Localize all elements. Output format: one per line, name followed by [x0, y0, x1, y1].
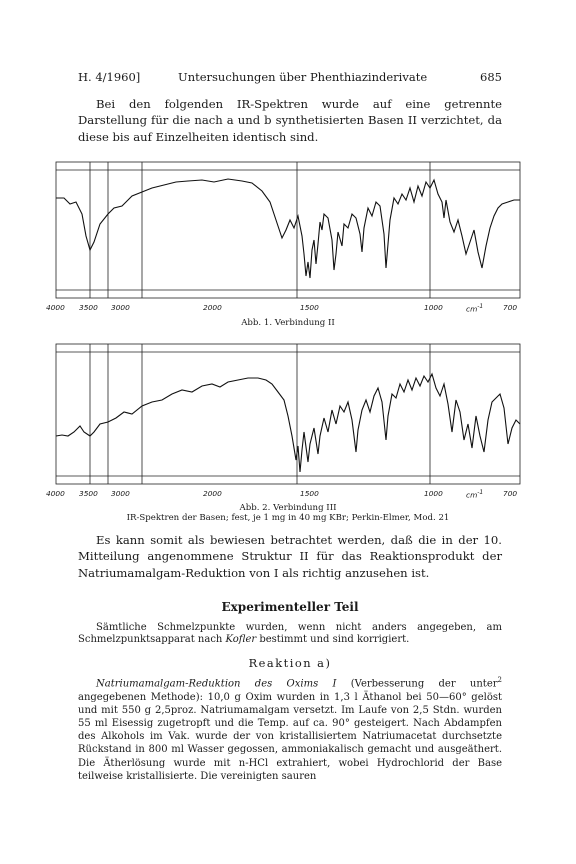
- tick-1500: 1500: [300, 303, 319, 312]
- tick-1500: 1500: [300, 489, 319, 498]
- tick-4000: 4000: [46, 489, 65, 498]
- intro-paragraph: [78, 96, 502, 145]
- section-heading: Experimenteller Teil: [221, 600, 359, 614]
- running-title: Untersuchungen über Phenthiazinderivate: [178, 70, 428, 84]
- plot-frame: [56, 162, 520, 298]
- tick-unit: $cm^{-1}$: [466, 489, 484, 500]
- tick-4000: 4000: [46, 303, 65, 312]
- spectrum-figure-2: [52, 340, 524, 488]
- spectrum-trace-1: [56, 179, 520, 278]
- general-note: Sämtliche Schmelzpunkte wurden, wenn nicht anders angegeben, am Schmelzpunktsapparat nach Kofler bestimmt und sind korrigiert.: [78, 622, 502, 646]
- tick-2000: 2000: [203, 303, 222, 312]
- tick-3000: 3000: [111, 303, 130, 312]
- tick-2000: 2000: [203, 489, 222, 498]
- tick-3500: 3500: [79, 303, 98, 312]
- conclusion-paragraph: [78, 532, 502, 581]
- tick-700: 700: [503, 303, 518, 312]
- spectrum-figure-1: [52, 158, 524, 302]
- conclusion-text: Es kann somit als bewiesen betrachtet werden, daß die in der 10. Mitteilung angenommene Struktur II für das Reaktionsprodukt der Natriumamalgam-Reduktion von I als richtig anzusehen ist.: [78, 533, 502, 580]
- subsection-heading: Reaktion a): [248, 656, 332, 670]
- figure-2-caption: Abb. 2. Verbindung III: [239, 503, 337, 513]
- tick-1000: 1000: [424, 489, 443, 498]
- tick-3500: 3500: [79, 489, 98, 498]
- figure-2-subcaption: IR-Spektren der Basen; fest, je 1 mg in 40 mg KBr; Perkin-Elmer, Mod. 21: [126, 513, 450, 523]
- tick-700: 700: [503, 489, 518, 498]
- tick-3000: 3000: [111, 489, 130, 498]
- spectrum-trace-2: [56, 374, 520, 472]
- figure-1-caption: Abb. 1. Verbindung II: [241, 318, 335, 328]
- procedure-paragraph: Natriumamalgam-Reduktion des Oxims I (Verbesserung der unter$^2$ angegebenen Methode): 10,0 g Oxim wurden in 1,3 l Äthanol bei 50—60° gelöst und mit 550 g 2,5proz. Natriumamalgam versetzt. Im Laufe von 2,5 Stdn. wurden 55 ml Eisessig zugetropft und die Temp. auf ca. 90° gesteigert. Nach Abdampfen des Alkohols im Vak. wurde der von kristallisiertem Natriumacetat durchsetzte Rückstand in 800 ml Wasser gegossen, ammoniakalisch gemacht und ausgeäthert. Die Ätherlösung wurde mit n-HCl extrahiert, wobei Hydrochlorid der Base teilweise kristallisierte. Die vereinigten sauren: [78, 676, 502, 782]
- page-number: 685: [480, 70, 502, 84]
- tick-unit: $cm^{-1}$: [466, 303, 484, 314]
- intro-text: Bei den folgenden IR-Spektren wurde auf eine getrennte Darstellung für die nach a und b synthetisierten Basen II verzichtet, da diese bis auf Einzelheiten identisch sind.: [78, 97, 502, 144]
- header-left: H. 4/1960]: [78, 70, 141, 84]
- tick-1000: 1000: [424, 303, 443, 312]
